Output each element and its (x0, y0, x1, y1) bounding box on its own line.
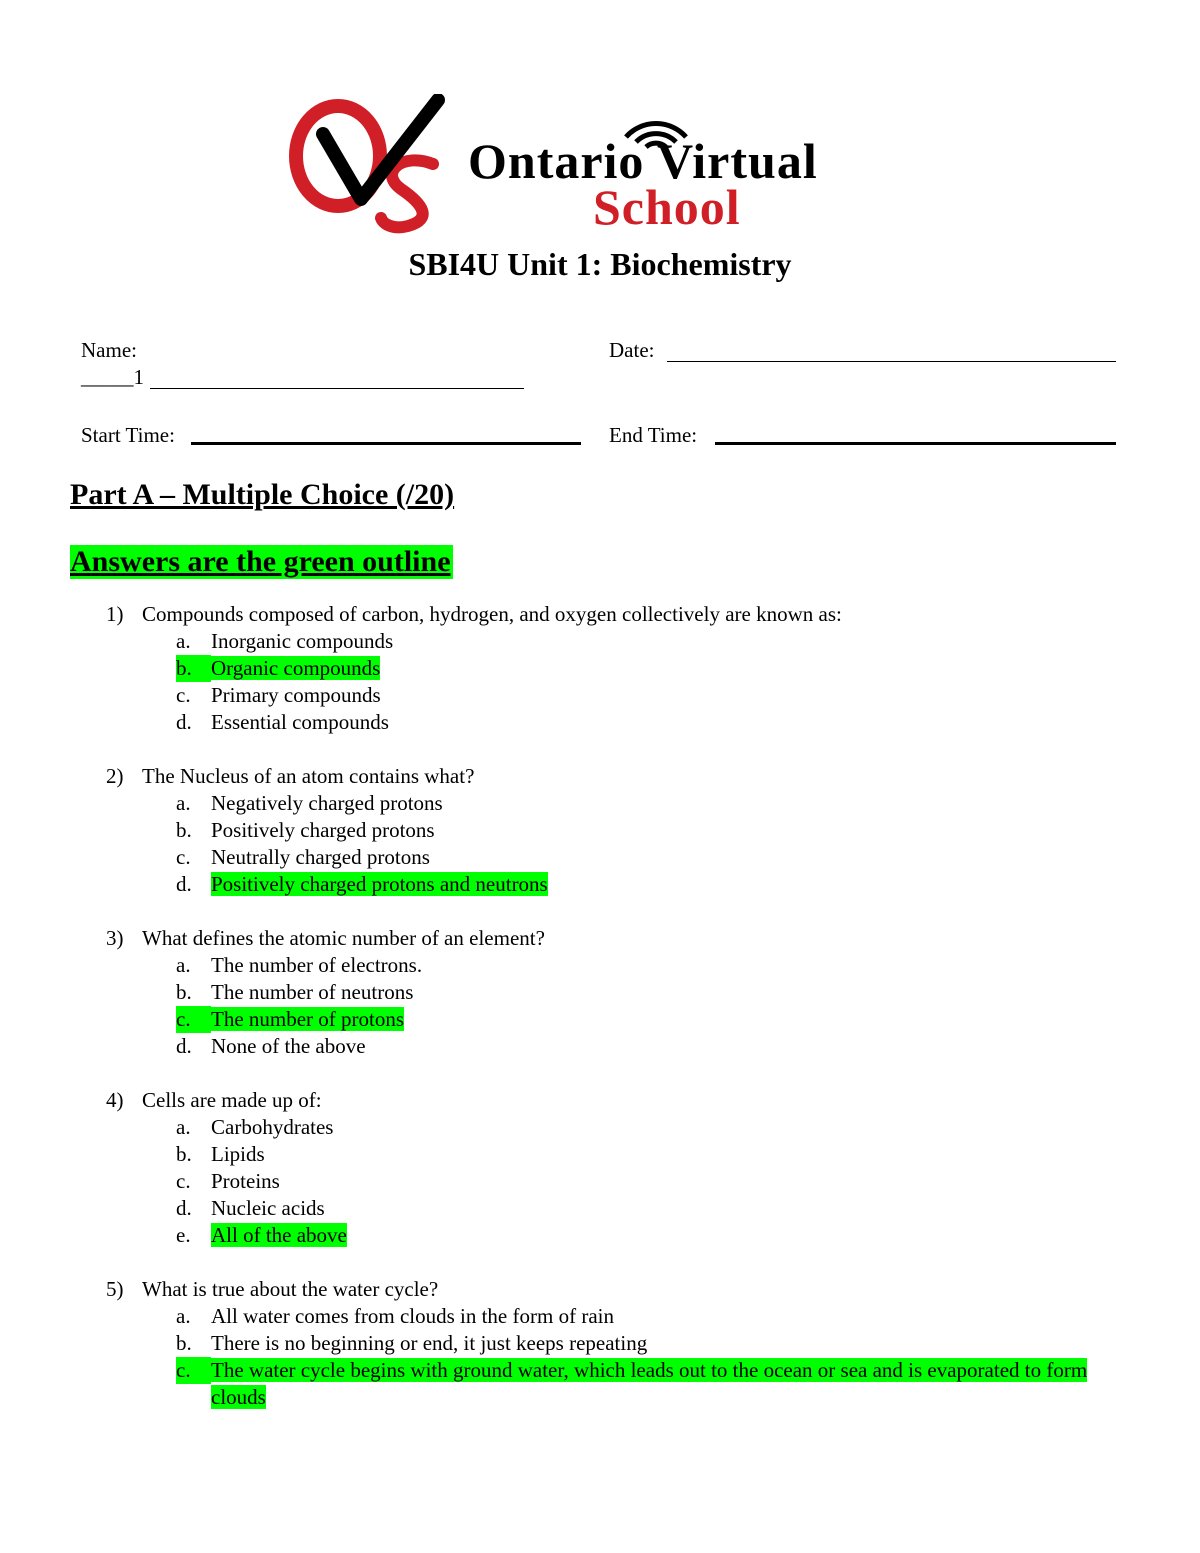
question-3 (0, 925, 1200, 1060)
option-c-correct[interactable]: c. The number of protons (176, 1007, 405, 1031)
option-a[interactable]: a. Carbohydrates (176, 1115, 334, 1139)
option-c[interactable]: c. Proteins (176, 1169, 280, 1193)
question-number: 2) (106, 764, 124, 788)
end-time-label: End Time: (609, 423, 698, 447)
option-c-correct[interactable]: c. The water cycle begins with ground water, which leads out to the ocean or sea and is evaporated to form clouds (176, 1358, 1088, 1409)
ovs-emblem-icon (283, 94, 483, 234)
question-1 (0, 601, 1200, 736)
question-5 (0, 1276, 1200, 1411)
name-value[interactable]: _____1 (81, 365, 144, 389)
question-number: 3) (106, 926, 124, 950)
part-a-heading: Part A – Multiple Choice (/20) (70, 478, 455, 511)
page-title: SBI4U Unit 1: Biochemistry (408, 246, 792, 282)
option-c[interactable]: c. Primary compounds (176, 683, 381, 707)
option-d-correct[interactable]: d. Positively charged protons and neutrons (176, 872, 548, 896)
start-time-field[interactable] (191, 442, 581, 445)
question-2 (0, 763, 1200, 898)
question-text: What defines the atomic number of an element? (142, 926, 545, 950)
option-a[interactable]: a. The number of electrons. (176, 953, 423, 977)
question-text: The Nucleus of an atom contains what? (142, 764, 475, 788)
option-d[interactable]: d. Nucleic acids (176, 1196, 325, 1220)
end-time-field[interactable] (715, 442, 1116, 445)
question-number: 1) (106, 602, 124, 626)
question-text: What is true about the water cycle? (142, 1277, 439, 1301)
question-text: Compounds composed of carbon, hydrogen, and oxygen collectively are known as: (142, 602, 842, 626)
option-a[interactable]: a. Inorganic compounds (176, 629, 394, 653)
date-field[interactable] (667, 361, 1116, 362)
question-number: 4) (106, 1088, 124, 1112)
option-d[interactable]: d. None of the above (176, 1034, 366, 1058)
answers-note: Answers are the green outline (70, 545, 451, 578)
date-label: Date: (609, 338, 655, 362)
question-text: Cells are made up of: (142, 1088, 322, 1112)
option-e-correct[interactable]: e. All of the above (176, 1223, 347, 1247)
logo-text-ontario-virtual: Ontario Virtual (468, 133, 818, 189)
option-b[interactable]: b. There is no beginning or end, it just keeps repeating (176, 1331, 648, 1355)
option-a[interactable]: a. All water comes from clouds in the form of rain (176, 1304, 614, 1328)
option-d[interactable]: d. Essential compounds (176, 710, 389, 734)
logo-text-school: School (593, 179, 741, 235)
option-b[interactable]: b. The number of neutrons (176, 980, 414, 1004)
question-4 (0, 1087, 1200, 1249)
start-time-label: Start Time: (81, 423, 175, 447)
option-b[interactable]: b. Lipids (176, 1142, 265, 1166)
option-b-correct[interactable]: b. Organic compounds (176, 656, 381, 680)
option-c[interactable]: c. Neutrally charged protons (176, 845, 430, 869)
question-number: 5) (106, 1277, 124, 1301)
option-a[interactable]: a. Negatively charged protons (176, 791, 443, 815)
option-b[interactable]: b. Positively charged protons (176, 818, 435, 842)
name-label: Name: (81, 338, 137, 362)
school-logo (283, 94, 943, 234)
question-list (0, 601, 1200, 1438)
name-underline (150, 388, 524, 389)
